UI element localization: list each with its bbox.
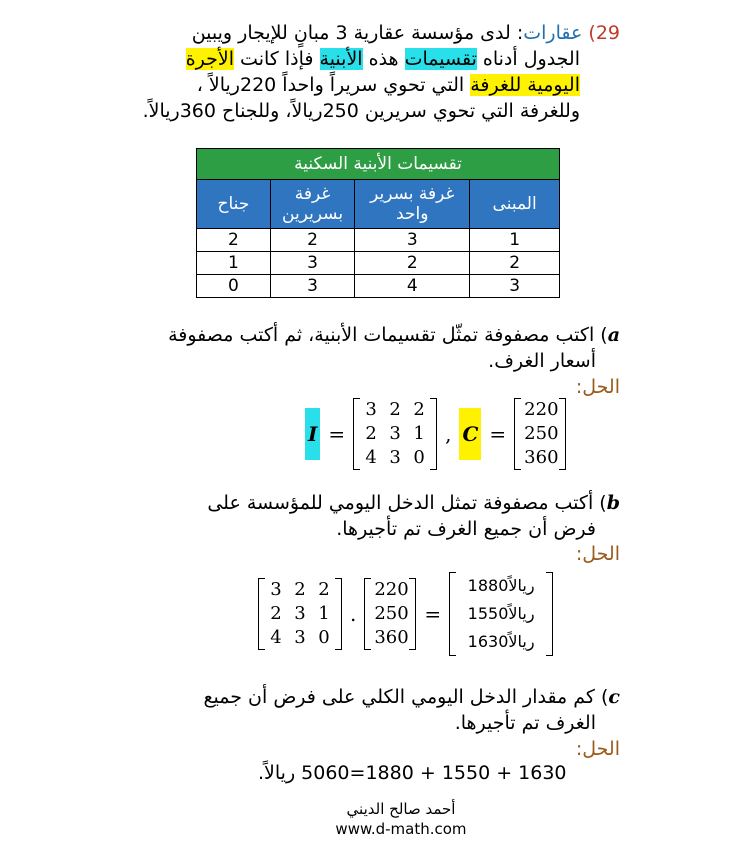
problem-line-3: اليومية للغرفة التي تحوي سريراً واحداً 220ريالاً ،: [196, 74, 580, 96]
problem-line-4: وللغرفة التي تحوي سريرين 250ريالاً، وللجناح 360ريالاً.: [142, 100, 580, 122]
problem-statement: [20, 20, 620, 130]
footer-site: www.d-math.com: [335, 820, 467, 838]
highlight-daily-room: اليومية للغرفة: [470, 74, 580, 96]
footer-author: أحمد صالح الديني: [346, 800, 456, 818]
matrix-result: 1880ريالاً 1550ريالاً 1630ريالاً: [449, 572, 553, 656]
table-title: تقسيمات الأبنية السكنية: [197, 149, 560, 180]
buildings-table: [196, 148, 560, 298]
problem-title: عقارات: [523, 22, 583, 44]
part-a-question: a) اكتب مصفوفة تمثّل تقسيمات الأبنية، ثم أكتب مصفوفة أسعار الغرف.: [168, 324, 620, 372]
matrix-I: 3 2 2 2 3 1 4 3 0: [258, 578, 342, 650]
highlight-rent: الأجرة: [185, 48, 234, 70]
matrix-I-symbol: I: [305, 408, 320, 460]
matrix-C: 220 250 360: [514, 398, 566, 470]
matrix-I: 3 2 2 2 3 1 4 3 0: [353, 398, 437, 470]
part-c-answer: 1630 + 1550 + 1880=5060 ريالاً.: [258, 762, 567, 784]
highlight-divisions: تقسيمات: [404, 48, 477, 70]
part-c-solution-label: الحل:: [575, 738, 620, 760]
table-header-building: المبنى: [470, 180, 560, 229]
highlight-buildings: الأبنية: [319, 48, 363, 70]
part-b-question: b) أكتب مصفوفة تمثل الدخل اليومي للمؤسسة على فرض أن جميع الغرف تم تأجيرها.: [207, 492, 620, 540]
problem-line-1: 29) عقارات: لدى مؤسسة عقارية 3 مبانٍ للإيجار ويبين: [191, 22, 620, 44]
table-header-suite: جناح: [197, 180, 271, 229]
part-b-equation: 3 2 2 2 3 1 4 3 0 . 220 250 360 = 1880ريالاً 1550ريالاً 1630ريالاً: [258, 572, 553, 656]
table-row: 3 4 3 0: [197, 275, 560, 298]
problem-number: 29): [588, 22, 620, 44]
part-b-solution-label: الحل:: [575, 543, 620, 565]
part-a-equation: I = 3 2 2 2 3 1 4 3 0 , C = 220 250 360: [305, 398, 566, 470]
problem-line-2: الجدول أدناه تقسيمات هذه الأبنية فإذا كانت الأجرة: [185, 48, 580, 70]
table-header-double-room: غرفة بسريرين: [270, 180, 354, 229]
table-row: 2 2 3 1: [197, 252, 560, 275]
part-a-solution-label: الحل:: [575, 376, 620, 398]
part-c-question: c) كم مقدار الدخل اليومي الكلي على فرض أن جميع الغرف تم تأجيرها.: [203, 686, 620, 734]
matrix-C: 220 250 360: [364, 578, 416, 650]
table-header-single-room: غرفة بسرير واحد: [355, 180, 470, 229]
table-row: 1 3 2 2: [197, 229, 560, 252]
matrix-C-symbol: C: [459, 408, 481, 460]
